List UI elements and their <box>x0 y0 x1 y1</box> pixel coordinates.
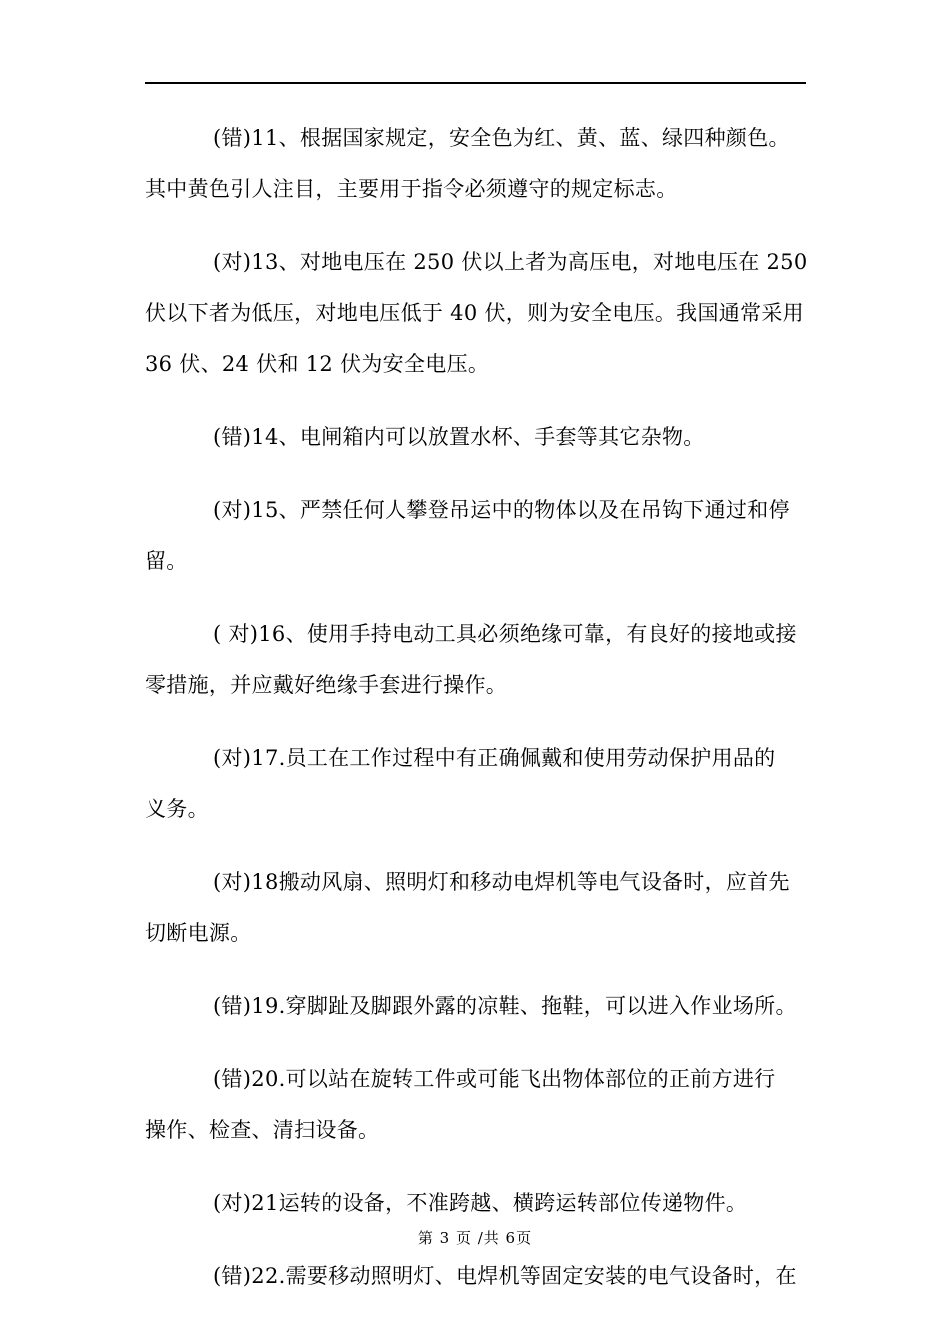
text-line: 伏以下者为低压，对地电压低于 40 伏，则为安全电压。我国通常采用 <box>145 301 804 325</box>
text-line: (对)21运转的设备，不准跨越、横跨运转部位传递物件。 <box>213 1191 748 1215</box>
text-line: 零措施，并应戴好绝缘手套进行操作。 <box>145 673 508 697</box>
text-line: (错)20.可以站在旋转工件或可能飞出物体部位的正前方进行 <box>213 1067 776 1091</box>
item-16 <box>145 616 806 704</box>
item-13 <box>145 244 806 383</box>
text-line: (错)11、根据国家规定，安全色为红、黄、蓝、绿四种颜色。 <box>213 126 790 150</box>
text-line: (对)18搬动风扇、照明灯和移动电焊机等电气设备时，应首先 <box>213 870 790 894</box>
text-line: (错)22.需要移动照明灯、电焊机等固定安装的电气设备时，在 <box>213 1264 797 1288</box>
text-line: 义务。 <box>145 797 209 821</box>
text-line: (错)14、电闸箱内可以放置水杯、手套等其它杂物。 <box>213 425 705 449</box>
item-15 <box>145 492 806 580</box>
document-body <box>145 120 806 1331</box>
header-rule <box>145 82 806 84</box>
item-14 <box>145 419 806 456</box>
text-line: 切断电源。 <box>145 921 252 945</box>
item-20 <box>145 1061 806 1149</box>
text-line: 36 伏、24 伏和 12 伏为安全电压。 <box>145 352 490 376</box>
item-19 <box>145 988 806 1025</box>
text-line: 其中黄色引人注目，主要用于指令必须遵守的规定标志。 <box>145 177 678 201</box>
text-line: ( 对)16、使用手持电动工具必须绝缘可靠，有良好的接地或接 <box>213 622 797 646</box>
item-17 <box>145 740 806 828</box>
item-18 <box>145 864 806 952</box>
item-22 <box>145 1258 806 1295</box>
item-11 <box>145 120 806 208</box>
text-line: 留。 <box>145 549 188 573</box>
text-line: 操作、检查、清扫设备。 <box>145 1118 380 1142</box>
page-footer: 第 3 页 /共 6页 <box>417 1229 533 1247</box>
text-line: (对)13、对地电压在 250 伏以上者为高压电，对地电压在 250 <box>213 250 808 274</box>
text-line: (对)15、严禁任何人攀登吊运中的物体以及在吊钩下通过和停 <box>213 498 790 522</box>
text-line: (错)19.穿脚趾及脚跟外露的凉鞋、拖鞋，可以进入作业场所。 <box>213 994 797 1018</box>
text-line: (对)17.员工在工作过程中有正确佩戴和使用劳动保护用品的 <box>213 746 776 770</box>
item-21 <box>145 1185 806 1222</box>
